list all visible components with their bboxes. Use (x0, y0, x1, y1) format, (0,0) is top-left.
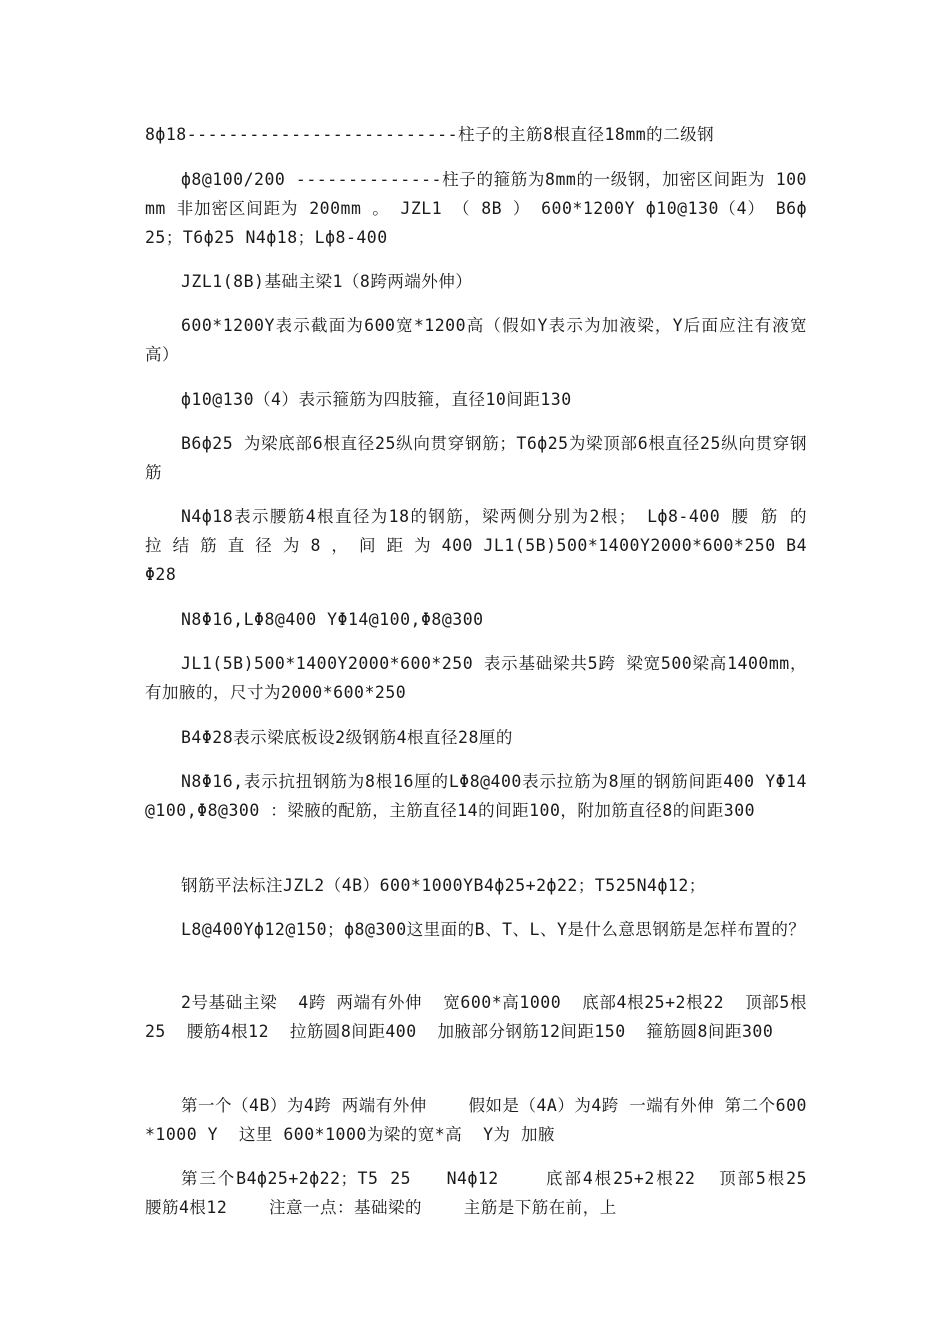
paragraph-10: B4Φ28表示梁底板设2级钢筋4根直径28厘的 (181, 728, 513, 747)
paragraph-1: 8ф18--------------------------柱子的主筋8根直径18mm的二级钢 (145, 125, 715, 144)
paragraph-15: 第一个（4B）为4跨 两端有外伸 假如是（4A）为4跨 一端有外伸 第二个600*1000 Y 这里 600*1000为梁的宽*高 Y为 加腋 (145, 1096, 807, 1144)
paragraph-11: N8Φ16,表示抗扭钢筋为8根16厘的LΦ8@400表示拉筋为8厘的钢筋间距400 YΦ14@100,Φ8@300 ：梁腋的配筋，主筋直径14的间距100，附加筋直径8的间距300 (145, 772, 807, 820)
paragraph-13: L8@400Yф12@150；ф8@300这里面的B、T、L、Y是什么意思钢筋是怎样布置的？ (181, 920, 806, 939)
paragraph-4: 600*1200Y表示截面为600宽*1200高（假如Y表示为加液梁，Y后面应注有液宽高） (145, 316, 807, 364)
paragraph-2: ф8@100/200 --------------柱子的箍筋为8mm的一级钢，加密区间距为 100mm 非加密区间距为 200mm 。 JZL1 （ 8B ） 600*1200Y ф10@130（4） B6ф25；T6ф25 N4ф18；Lф8-400 (145, 170, 807, 247)
paragraph-7: N4ф18表示腰筋4根直径为18的钢筋，梁两侧分别为2根； Lф8-400 腰 筋 的 拉 结 筋 直 径 为 8 ， 间 距 为 400 JL1(5B)500*1400Y2000*600*250 B4Φ28 (145, 507, 818, 584)
paragraph-5: ф10@130（4）表示箍筋为四肢箍，直径10间距130 (181, 390, 572, 409)
paragraph-8: N8Φ16,LΦ8@400 YΦ14@100,Φ8@300 (181, 610, 484, 629)
paragraph-3: JZL1(8B)基础主梁1（8跨两端外伸） (181, 272, 473, 291)
paragraph-6: B6ф25 为梁底部6根直径25纵向贯穿钢筋；T6ф25为梁顶部6根直径25纵向贯穿钢筋 (145, 434, 807, 482)
paragraph-16: 第三个B4ф25+2ф22；T5 25 N4ф12 底部4根25+2根22 顶部5根25 腰筋4根12 注意一点：基础梁的 主筋是下筋在前，上 (145, 1169, 828, 1217)
paragraph-12: 钢筋平法标注JZL2（4B）600*1000YB4ф25+2ф22；T525N4ф12； (181, 876, 706, 895)
paragraph-14: 2号基础主梁 4跨 两端有外伸 宽600*高1000 底部4根25+2根22 顶部5根25 腰筋4根12 拉筋圆8间距400 加腋部分钢筋12间距150 箍筋圆8间距300 (145, 993, 807, 1041)
paragraph-9: JL1(5B)500*1400Y2000*600*250 表示基础梁共5跨 梁宽500梁高1400mm，有加腋的，尺寸为2000*600*250 (145, 654, 807, 702)
